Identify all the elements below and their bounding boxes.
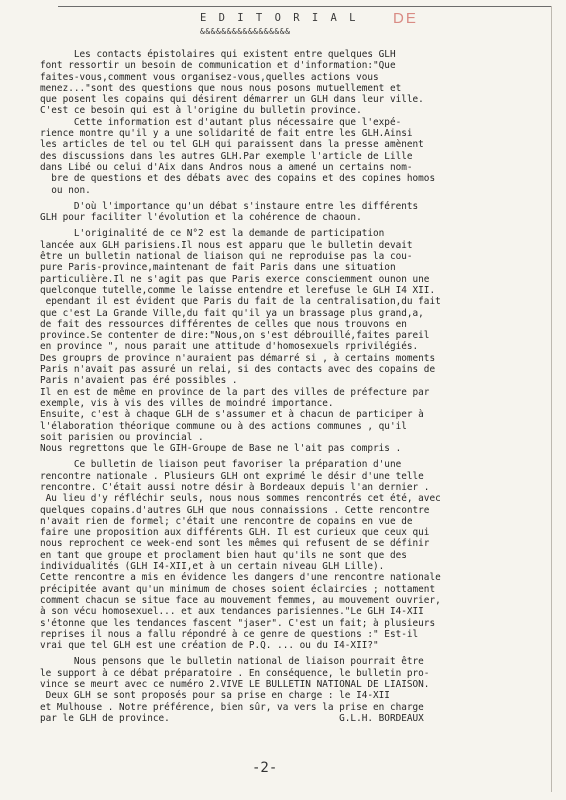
text-line: menez..."sont des questions que nous nous posons mutuellement et [40, 82, 402, 94]
text-line: Deux GLH se sont proposés pour sa prise en charge : le I4-XII [40, 690, 390, 702]
text-line: lancée aux GLH parisiens.Il nous est apparu que le bulletin devait [40, 239, 413, 251]
text-line: Nous regrettons que le GIH-Groupe de Base ne l'ait pas compris . [40, 443, 402, 455]
text-line: de fait des ressources différentes de celles que nous trouvons en [40, 318, 407, 330]
text-line: comment chacun se situe face au mouvement femmes, au mouvement ouvrier, [40, 594, 441, 606]
text-line: individualités (GLH I4-XII,et à un certain niveau GLH Lille). [40, 561, 385, 573]
text-line: nous reprochent ce week-end sont les mêmes qui refusent de se définir [40, 538, 430, 550]
text-line: ependant il est évident que Paris du fait de la centralisation,du fait [40, 296, 441, 308]
text-line: D'où l'importance qu'un débat s'instaure entre les différents [40, 200, 419, 212]
text-line: L'originalité de ce N°2 est la demande de participation [40, 228, 385, 240]
text-line: s'étonne que les tendances fascent "jaser". C'est un fait; à plusieurs [40, 617, 436, 629]
text-line: font ressortir un besoin de communication et d'information:"Que [40, 60, 396, 72]
text-line: Paris n'avait pas assuré un relai, si des contacts avec des copains de [40, 364, 436, 376]
paragraph-p1 [40, 49, 546, 196]
text-line: vince se meurt avec ce numéro 2.VIVE LE BULLETIN NATIONAL DE LIAISON. [40, 679, 430, 691]
text-line: des discussions dans les autres GLH.Par exemple l'article de Lille [40, 150, 413, 162]
text-line: Paris n'avaient pas éré possibles . [40, 375, 238, 387]
text-line: n'avait rien de formel; c'était une rencontre de copains en vue de [40, 515, 413, 527]
text-line: Les contacts épistolaires qui existent entre quelques GLH [40, 49, 396, 60]
text-line: rience montre qu'il y a une solidarité de fait entre les GLH.Ainsi [40, 128, 413, 140]
text-line: C'est ce besoin qui est à l'origine du bulletin province. [40, 105, 362, 117]
text-line: Au lieu d'y réfléchir seuls, nous nous sommes rencontrés cet été, avec [40, 493, 441, 505]
text-line: rencontre nationale . Plusieurs GLH ont exprimé le désir d'une telle [40, 470, 424, 482]
page-number: -2- [252, 760, 278, 776]
text-line: être un bulletin national de liaison qui ne reproduise pas la cou- [40, 251, 413, 263]
text-line: faites-vous,comment vous organisez-vous,quelles actions vous [40, 71, 379, 83]
page-edge-line [551, 6, 552, 792]
title-underline: &&&&&&&&&&&&&&&&& [200, 27, 291, 36]
paragraph-p2 [40, 201, 546, 224]
text-line: Cette rencontre a mis en évidence les dangers d'une rencontre nationale [40, 572, 441, 584]
text-line: vrai que tel GLH est une création de P.Q. ... ou du I4-XII?" [40, 640, 379, 652]
text-line: exemple, vis à vis des villes de moindré importance. [40, 397, 334, 409]
text-line: ou non. [40, 184, 91, 196]
paragraph-p3 [40, 228, 546, 454]
handwritten-stamp: DE [393, 10, 418, 27]
text-line: que c'est La Grande Ville,du fait qu'il ya un brassage plus grand,a, [40, 307, 424, 319]
text-line: province.Se contenter de dire:"Nous,on s'est débrouillé,faites pareil [40, 330, 430, 342]
text-line: Des grouprs de province n'auraient pas démarré si , à certains moments [40, 352, 436, 364]
text-line: quelconque tutelle,comme le laisse entendre et lerefuse le GLH I4 XII. [40, 284, 436, 296]
text-line: par le GLH de province. G.L.H. BORDEAUX [40, 712, 424, 724]
text-line: à son vécu homosexuel... et aux tendances parisiennes."Le GLH I4-XII [40, 606, 424, 618]
text-line: reprises il nous a fallu répondré à ce genre de questions :" Est-il [40, 628, 419, 640]
text-line: Ce bulletin de liaison peut favoriser la préparation d'une [40, 459, 402, 471]
text-line: le support à ce débat préparatoire . En conséquence, le bulletin pro- [40, 667, 430, 679]
text-line: dans Libé ou celui d'Aix dans Andros nous a amené un certains nom- [40, 161, 413, 173]
text-line: Il en est de même en province de la part des villes de préfecture par [40, 386, 430, 398]
top-border-line [58, 6, 552, 7]
text-line: que posent les copains qui désirent démarrer un GLH dans leur ville. [40, 94, 424, 106]
text-line: rencontre. C'était aussi notre désir à Bordeaux depuis l'an dernier . [40, 481, 430, 493]
page-title: E D I T O R I A L [200, 12, 359, 24]
text-line: soit parisien ou provincial . [40, 431, 204, 443]
text-line: Ensuite, c'est à chaque GLH de s'assumer et à chacun de participer à [40, 409, 424, 421]
editorial-body [40, 49, 546, 724]
text-line: les articles de tel ou tel GLH qui paraissent dans la presse amènent [40, 139, 424, 151]
text-line: particulière.Il ne s'agit pas que Paris exerce consciemment ounon une [40, 273, 430, 285]
text-line: Nous pensons que le bulletin national de liaison pourrait être [40, 656, 424, 668]
text-line: l'élaboration théorique commune ou à des actions communes , qu'il [40, 420, 407, 432]
text-line: faire une proposition aux différents GLH. Il est curieux que ceux qui [40, 527, 430, 539]
text-line: en tant que groupe et proclament bien haut qu'ils ne sont que des [40, 549, 407, 561]
text-line: précipitée avant qu'un minimum de choses soient éclaircies ; nottament [40, 583, 436, 595]
paragraph-p4 [40, 459, 546, 651]
text-line: et Mulhouse . Notre préférence, bien sûr, va vers la prise en charge [40, 701, 424, 713]
text-line: en province ", nous parait une attitude d'homosexuels rprivilégiés. [40, 341, 419, 353]
paragraph-p5 [40, 656, 546, 724]
text-line: Cette information est d'autant plus nécessaire que l'expé- [40, 116, 402, 128]
text-line: quelques copains.d'autres GLH que nous connaissions . Cette rencontre [40, 504, 430, 516]
text-line: pure Paris-province,maintenant de fait Paris dans une situation [40, 262, 396, 274]
text-line: bre de questions et des débats avec des copains et des copines homos [40, 173, 436, 185]
text-line: GLH pour faciliter l'évolution et la cohérence de chaoun. [40, 212, 362, 224]
